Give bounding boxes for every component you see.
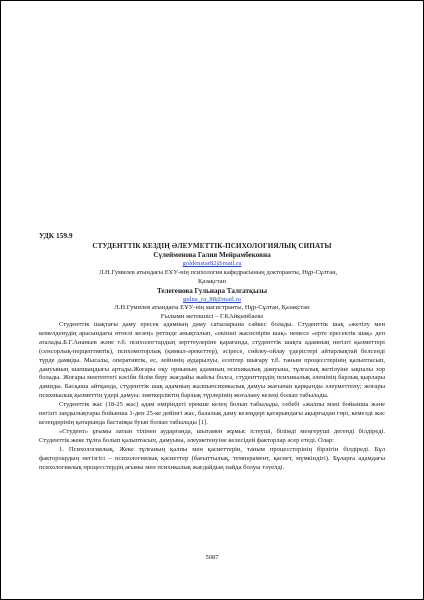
supervisor-line: Ғылыми жетекшісі – Г.КАйқынбаева: [160, 313, 264, 320]
article-content: [39, 231, 385, 472]
author-1-affiliation-line1: Л.Н.Гумилев атындағы ЕҰУ-нің психология кафедрасының докторанты, Нұр-Сұлтан,: [99, 269, 338, 276]
author-2-name: Телегенова Гульнара Талгатқызы: [156, 287, 268, 295]
author-1-email-link[interactable]: goldenstar82@mail.ru: [182, 260, 242, 267]
author-1-affiliation-country: Қазақстан: [198, 278, 226, 285]
body-paragraph-1: Студенттік шақтағы даму ересек адамның даму сатыларына сәйкес болады. Студенттік шақ «жетілу мен кемелденудің арасындағы өтпелі кезең» ретінде анықталып, «екінші жасөспірім шақ» немесе «ерте ересектік шақ» деп аталады.Б.Г.Ананьев және т.б. психологтардың зерттеулеріне қарағанда, студенттік шақта адамның негізгі қызметтері (сенсорлық-перцептивтік), психомоторлық (қимыл-әрекеттер), әсіресе, сөйлеу-ойлау үдерістері айтарлықтай белсенді түрде дамиды. Мысалы, оперативтік, ес, зейіннің аударылуы, есептер шығару т.б. таным процесстерінің қалыптасып, дамуының шапшаңдығы артады.Жоғары оқу орнының адамның психикалық дамуына, тұлғалық жетілуіне ықпалы зор болады. Жоғары мектептегі кәсіби білім беру жағдайы жайлы болса, студенттердің психикалық әлемінің барлық қырлары дамиды. Басқаша айтқанда, студенттік шақ адамның жалпыпсихикалық дамуы жағынан қарқынды әлеуметтену; жоғары психикалық қызметтің үдері дамуы: зияткерліктің барлық түрлерінің жоғалану кезеңі болып табылады.: [39, 321, 385, 400]
author-1-name: Сүлейменова Галия Мейрамбековна: [153, 251, 271, 259]
body-paragraph-2: Студенттік жас (18-25 жас) адам өмiрiндегi ерекше кезең болып табылады, себебі «жалпы мәні бойынша және негізгі заңдылықтары бойынша 1-ден 25-ке дейінгі жас, балалық даму кезеңдері қатарындағы ақырғыдан гөрі, кемелді жас кезеңдерінің қатарында бастапқы буын болып табылады [1].: [39, 401, 385, 426]
author-2-affiliation: Л.Н.Гумилев атындағы ЕҰУ-нің магистранты, Нұр-Сұлтан, Қазақстан: [114, 304, 310, 311]
author-2-email-link[interactable]: gulna_ra_88@mail.ru: [183, 296, 241, 303]
page-number: 5087: [205, 554, 219, 561]
article-title: СТУДЕНТТІК КЕЗДІҢ ӘЛЕУМЕТТІК-ПСИХОЛОГИЯЛЫҚ СИПАТЫ: [92, 242, 332, 250]
author-1-affiliation: [39, 268, 385, 277]
body-paragraph-4: 1. Психологиялық. Жеке тұлғаның қалпы мен қасиеттерін, таным процесстерінің бірлігін білдіреді. Бұл факторлардың негізгісі – психологиялық қасиеттер (бағыттылық, темперамент, қасиет, мүмкіндігі). Бұларға адамдағы психологиялық процесстердің ағымы мен психикалық жағдайдың пайда болуы тәуелді.: [39, 445, 385, 471]
udk-code: УДК 159.9: [39, 231, 73, 240]
body-paragraph-3: «Студент» ұғымы латын тілінен аударғанда, шытамен жұмыс істеуші, білімді меңгеруші дегенді білдіреді. Студенттік жеке тұлға болып қалыптасып, дамуына, әлеуметенуіне келесідей факторлар әсер етеді. Олар:: [39, 427, 385, 444]
